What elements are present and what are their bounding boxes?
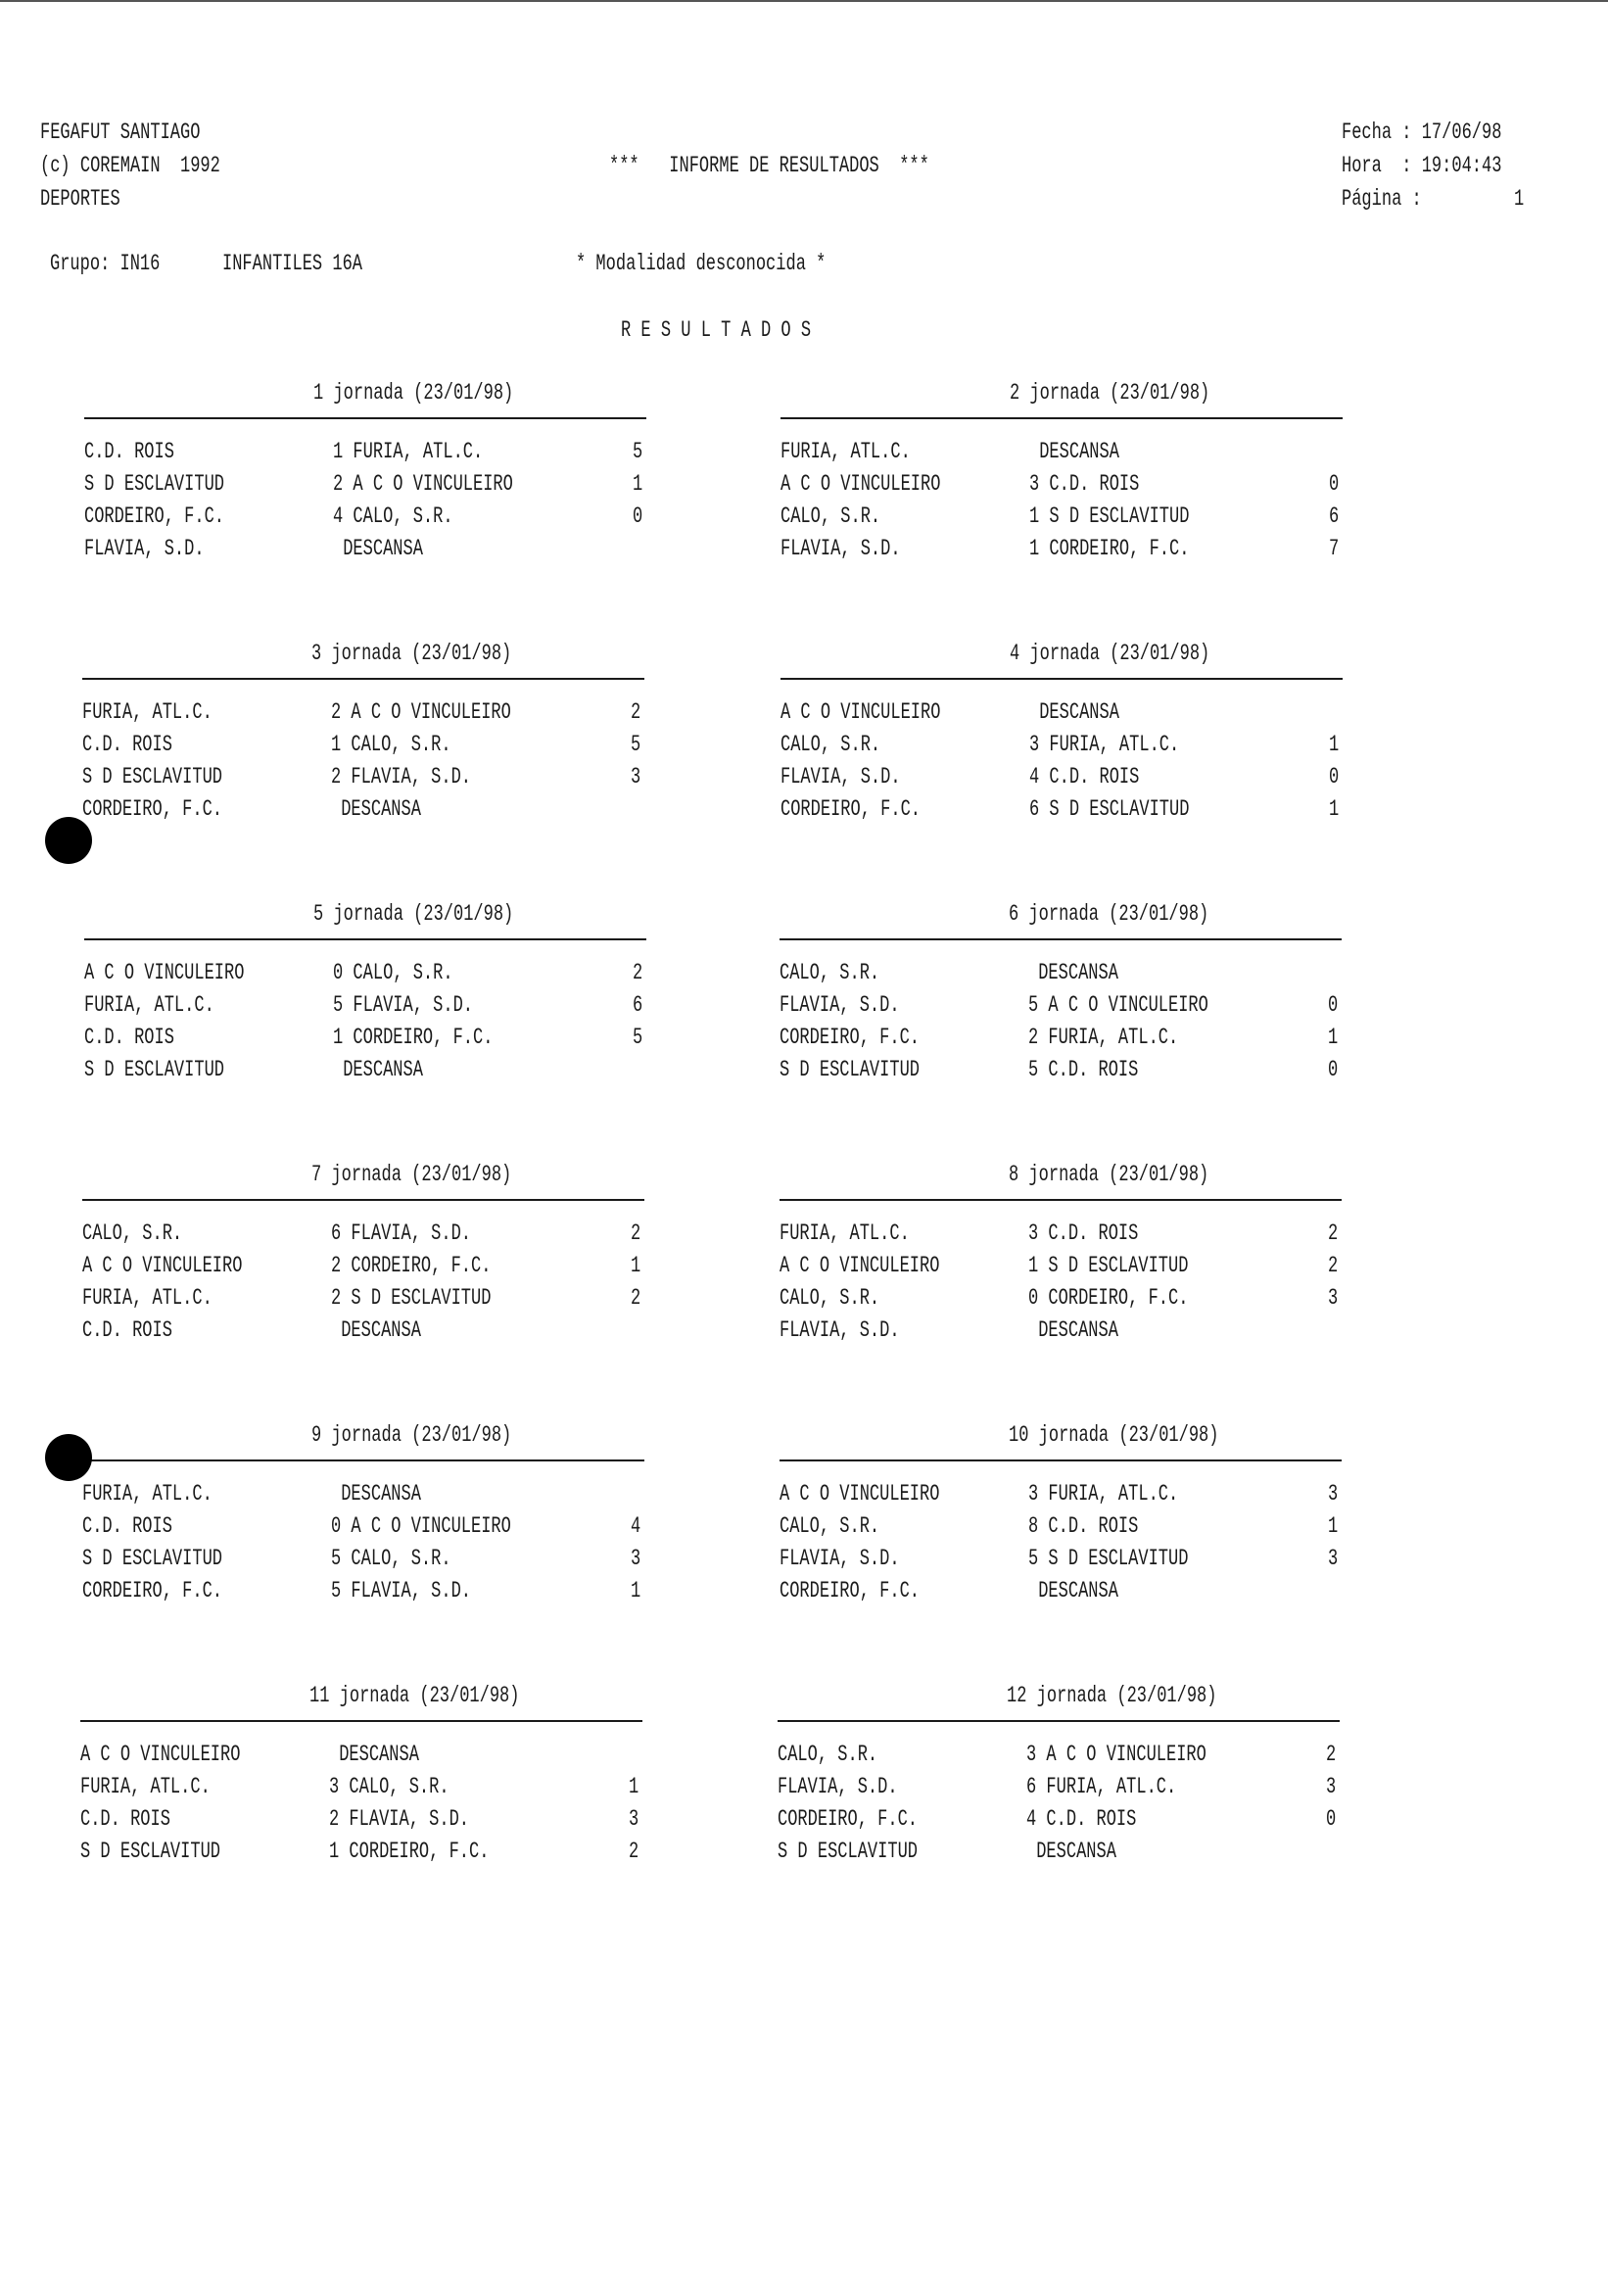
jornada-divider [84,417,646,419]
away-score: 2 [1328,1220,1339,1246]
home-team: C.D. ROIS [84,439,174,464]
match-result: DESCANSA [1029,699,1119,725]
home-team: A C O VINCULEIRO [780,1481,940,1507]
home-team: FURIA, ATL.C. [80,1774,211,1799]
away-score: 2 [1328,1253,1339,1278]
match-result: 1 S D ESCLAVITUD [1029,503,1190,529]
home-team: FLAVIA, S.D. [780,536,901,561]
home-team: S D ESCLAVITUD [82,764,222,789]
home-team: FLAVIA, S.D. [780,1317,900,1343]
jornada-block [780,1162,1348,1343]
match-row [82,1483,650,1507]
home-team: A C O VINCULEIRO [780,1253,940,1278]
away-score: 2 [629,1839,639,1864]
match-result: DESCANSA [1028,1317,1118,1343]
org-name: FEGAFUT SANTIAGO [40,120,201,145]
match-result: DESCANSA [1028,960,1118,985]
home-team: C.D. ROIS [82,1317,172,1343]
match-row [80,1744,648,1767]
match-result: 5 FLAVIA, S.D. [333,992,473,1018]
match-result: DESCANSA [333,536,423,561]
match-result: 1 CALO, S.R. [331,732,451,757]
jornada-divider [778,1720,1340,1722]
match-row [82,1515,650,1539]
jornada-block [780,380,1348,561]
home-team: FURIA, ATL.C. [82,699,213,725]
match-row [80,1776,648,1799]
match-result: 2 FLAVIA, S.D. [331,764,471,789]
match-result: 1 CORDEIRO, F.C. [1029,536,1190,561]
match-result: 5 S D ESCLAVITUD [1028,1546,1189,1571]
away-score: 1 [1328,1513,1339,1539]
match-result: 0 A C O VINCULEIRO [331,1513,511,1539]
punch-hole-mark [45,1434,92,1481]
match-result: 3 CALO, S.R. [329,1774,449,1799]
punch-hole-mark [45,817,92,864]
jornada-block [82,1162,650,1343]
match-row [780,1319,1348,1343]
away-score: 3 [1328,1285,1339,1311]
match-row [82,1222,650,1246]
match-row [780,701,1348,725]
home-team: CALO, S.R. [780,1285,880,1311]
match-result: 2 S D ESCLAVITUD [331,1285,492,1311]
match-result: 4 CALO, S.R. [333,503,453,529]
home-team: CALO, S.R. [778,1742,878,1767]
away-score: 3 [1328,1546,1339,1571]
jornada-block [780,641,1348,822]
match-result: 3 FURIA, ATL.C. [1028,1481,1179,1507]
match-result: 2 A C O VINCULEIRO [331,699,511,725]
jornada-block [84,380,652,561]
home-team: A C O VINCULEIRO [780,471,941,497]
match-row [84,962,652,985]
match-row [82,1287,650,1311]
home-team: CORDEIRO, F.C. [82,1578,222,1603]
match-row [82,1548,650,1571]
jornada-title: 8 jornada (23/01/98) [1009,1162,1209,1187]
jornada-divider [780,678,1343,680]
away-score: 1 [633,471,643,497]
home-team: A C O VINCULEIRO [780,699,941,725]
home-team: CORDEIRO, F.C. [82,796,222,822]
away-score: 2 [631,699,641,725]
jornada-title: 11 jornada (23/01/98) [309,1683,520,1708]
match-row [780,1287,1348,1311]
jornada-block [780,901,1348,1082]
report-title: *** INFORME DE RESULTADOS *** [609,153,929,178]
home-team: CALO, S.R. [780,503,881,529]
match-row [82,701,650,725]
match-result: 3 A C O VINCULEIRO [1026,1742,1206,1767]
jornada-divider [82,1459,644,1461]
match-row [780,1027,1348,1050]
match-row [780,505,1348,529]
away-score: 2 [1326,1742,1337,1767]
home-team: CORDEIRO, F.C. [780,796,921,822]
match-result: DESCANSA [331,1317,421,1343]
away-score: 0 [1328,1057,1339,1082]
match-result: DESCANSA [333,1057,423,1082]
match-result: 2 FLAVIA, S.D. [329,1806,469,1832]
match-result: 1 CORDEIRO, F.C. [333,1025,494,1050]
match-result: DESCANSA [329,1742,419,1767]
away-score: 2 [631,1220,641,1246]
jornada-title: 12 jornada (23/01/98) [1007,1683,1217,1708]
match-row [780,766,1348,789]
away-score: 1 [631,1253,641,1278]
group-name: INFANTILES 16A [222,251,362,276]
away-score: 3 [1328,1481,1339,1507]
home-team: CORDEIRO, F.C. [84,503,224,529]
jornada-title: 4 jornada (23/01/98) [1010,641,1210,666]
match-row [780,1580,1348,1603]
home-team: FURIA, ATL.C. [82,1481,213,1507]
jornada-title: 3 jornada (23/01/98) [311,641,512,666]
match-result: 3 FURIA, ATL.C. [1029,732,1180,757]
home-team: A C O VINCULEIRO [82,1253,243,1278]
match-result: 3 C.D. ROIS [1028,1220,1139,1246]
match-result: 5 FLAVIA, S.D. [331,1578,471,1603]
home-team: S D ESCLAVITUD [780,1057,920,1082]
match-row [84,441,652,464]
match-result: 2 FURIA, ATL.C. [1028,1025,1179,1050]
match-row [82,1319,650,1343]
group-code: Grupo: IN16 [50,251,161,276]
away-score: 7 [1329,536,1340,561]
page-number: 1 [1514,186,1525,212]
match-result: 1 CORDEIRO, F.C. [329,1839,490,1864]
match-result: DESCANSA [331,796,421,822]
match-row [780,798,1348,822]
match-row [778,1744,1346,1767]
match-row [780,1483,1348,1507]
match-row [780,538,1348,561]
match-result: DESCANSA [1028,1578,1118,1603]
match-result: 0 CORDEIRO, F.C. [1028,1285,1189,1311]
match-row [82,1255,650,1278]
match-result: DESCANSA [1026,1839,1116,1864]
match-row [778,1841,1346,1864]
home-team: C.D. ROIS [82,732,172,757]
home-team: CORDEIRO, F.C. [778,1806,918,1832]
away-score: 1 [629,1774,639,1799]
home-team: S D ESCLAVITUD [80,1839,220,1864]
home-team: S D ESCLAVITUD [82,1546,222,1571]
away-score: 3 [631,764,641,789]
match-row [84,538,652,561]
match-row [84,994,652,1018]
away-score: 3 [629,1806,639,1832]
away-score: 4 [631,1513,641,1539]
away-score: 2 [633,960,643,985]
match-result: 6 S D ESCLAVITUD [1029,796,1190,822]
top-border-line [0,0,1608,2]
match-result: 4 C.D. ROIS [1029,764,1140,789]
match-result: 2 CORDEIRO, F.C. [331,1253,492,1278]
away-score: 1 [631,1578,641,1603]
home-team: FLAVIA, S.D. [778,1774,898,1799]
jornada-title: 6 jornada (23/01/98) [1009,901,1209,927]
match-row [84,473,652,497]
match-row [82,734,650,757]
match-result: 6 FLAVIA, S.D. [331,1220,471,1246]
match-row [780,962,1348,985]
jornada-block [80,1683,648,1864]
away-score: 6 [633,992,643,1018]
away-score: 5 [631,732,641,757]
match-result: 1 S D ESCLAVITUD [1028,1253,1189,1278]
match-result: 1 FURIA, ATL.C. [333,439,484,464]
match-row [780,1255,1348,1278]
match-row [84,505,652,529]
report-time: Hora : 19:04:43 [1342,153,1502,178]
match-result: 5 A C O VINCULEIRO [1028,992,1208,1018]
home-team: CORDEIRO, F.C. [780,1578,920,1603]
match-row [82,1580,650,1603]
home-team: FURIA, ATL.C. [82,1285,213,1311]
jornada-block [778,1683,1346,1864]
jornada-divider [780,1199,1342,1201]
match-row [84,1059,652,1082]
jornada-title: 9 jornada (23/01/98) [311,1422,512,1448]
jornada-block [82,641,650,822]
jornada-divider [780,1459,1342,1461]
match-row [780,441,1348,464]
away-score: 3 [1326,1774,1337,1799]
away-score: 1 [1328,1025,1339,1050]
away-score: 1 [1329,732,1340,757]
match-result: 2 A C O VINCULEIRO [333,471,513,497]
away-score: 0 [1328,992,1339,1018]
jornada-title: 7 jornada (23/01/98) [311,1162,512,1187]
jornada-block [780,1422,1348,1603]
away-score: 0 [1326,1806,1337,1832]
match-row [780,473,1348,497]
department: DEPORTES [40,186,120,212]
jornada-divider [82,678,644,680]
match-row [780,1548,1348,1571]
away-score: 6 [1329,503,1340,529]
jornada-title: 10 jornada (23/01/98) [1009,1422,1219,1448]
match-result: 5 C.D. ROIS [1028,1057,1139,1082]
away-score: 0 [1329,471,1340,497]
home-team: C.D. ROIS [80,1806,170,1832]
home-team: A C O VINCULEIRO [84,960,245,985]
match-row [80,1808,648,1832]
match-result: 3 C.D. ROIS [1029,471,1140,497]
home-team: FLAVIA, S.D. [780,1546,900,1571]
away-score: 3 [631,1546,641,1571]
home-team: S D ESCLAVITUD [778,1839,918,1864]
modality-note: * Modalidad desconocida * [576,251,827,276]
home-team: FLAVIA, S.D. [84,536,205,561]
jornada-divider [780,417,1343,419]
match-row [778,1808,1346,1832]
match-result: 5 CALO, S.R. [331,1546,451,1571]
away-score: 0 [1329,764,1340,789]
match-row [80,1841,648,1864]
home-team: C.D. ROIS [82,1513,172,1539]
copyright-line: (c) COREMAIN 1992 [40,153,220,178]
match-row [82,798,650,822]
home-team: FURIA, ATL.C. [84,992,214,1018]
home-team: FURIA, ATL.C. [780,1220,910,1246]
match-result: 6 FURIA, ATL.C. [1026,1774,1177,1799]
home-team: A C O VINCULEIRO [80,1742,241,1767]
match-row [780,1222,1348,1246]
home-team: CALO, S.R. [780,960,880,985]
home-team: CORDEIRO, F.C. [780,1025,920,1050]
report-date: Fecha : 17/06/98 [1342,120,1502,145]
match-row [82,766,650,789]
jornada-divider [80,1720,642,1722]
jornada-block [84,901,652,1082]
jornada-block [82,1422,650,1603]
home-team: S D ESCLAVITUD [84,1057,224,1082]
section-title: R E S U L T A D O S [621,317,812,343]
match-result: 0 CALO, S.R. [333,960,453,985]
match-row [780,1059,1348,1082]
home-team: FLAVIA, S.D. [780,764,901,789]
match-row [780,1515,1348,1539]
home-team: CALO, S.R. [780,1513,880,1539]
away-score: 5 [633,1025,643,1050]
match-result: 8 C.D. ROIS [1028,1513,1139,1539]
match-result: 4 C.D. ROIS [1026,1806,1137,1832]
jornada-divider [82,1199,644,1201]
away-score: 0 [633,503,643,529]
home-team: CALO, S.R. [82,1220,183,1246]
jornada-title: 2 jornada (23/01/98) [1010,380,1210,406]
match-result: DESCANSA [331,1481,421,1507]
jornada-divider [780,938,1342,940]
home-team: FLAVIA, S.D. [780,992,900,1018]
jornada-divider [84,938,646,940]
away-score: 1 [1329,796,1340,822]
match-row [780,994,1348,1018]
match-result: DESCANSA [1029,439,1119,464]
home-team: S D ESCLAVITUD [84,471,224,497]
page-label: Página : [1342,186,1422,212]
jornada-title: 1 jornada (23/01/98) [313,380,514,406]
home-team: C.D. ROIS [84,1025,174,1050]
jornada-title: 5 jornada (23/01/98) [313,901,514,927]
away-score: 5 [633,439,643,464]
home-team: FURIA, ATL.C. [780,439,911,464]
match-row [84,1027,652,1050]
match-row [778,1776,1346,1799]
home-team: CALO, S.R. [780,732,881,757]
away-score: 2 [631,1285,641,1311]
match-row [780,734,1348,757]
